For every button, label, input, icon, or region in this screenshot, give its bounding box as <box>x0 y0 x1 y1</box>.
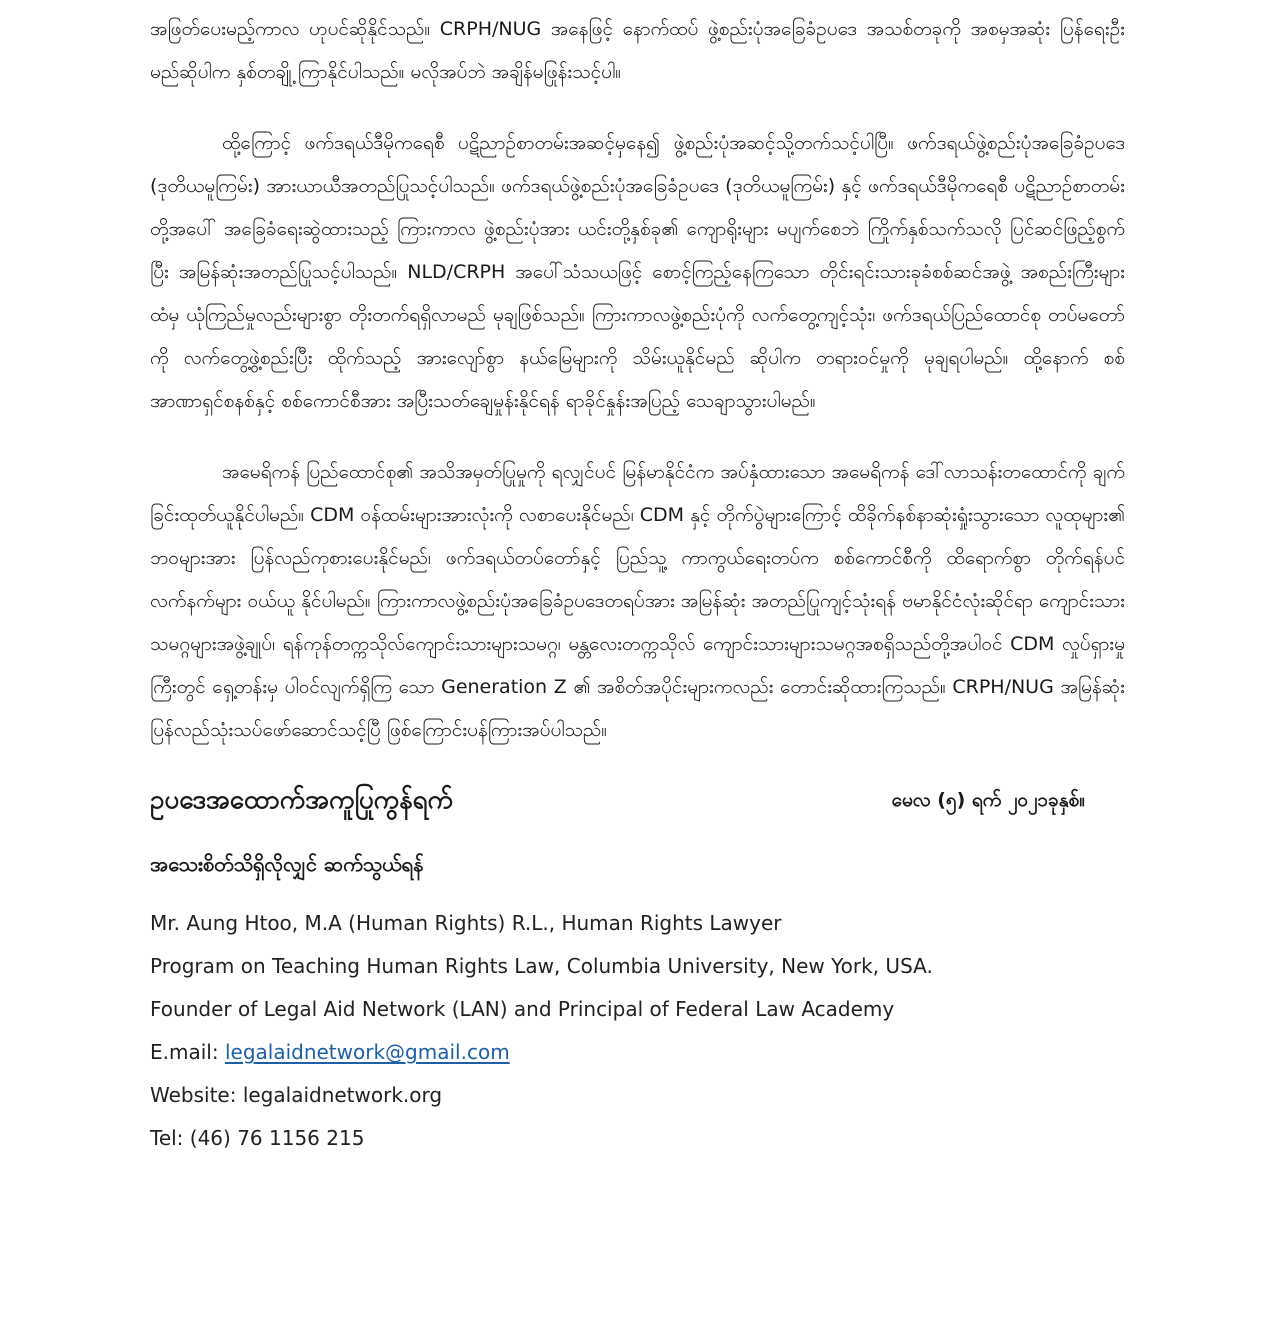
paragraph-2: ထို့ကြောင့် ဖက်ဒရယ်ဒီမိုကရေစီ ပဋိညာဉ်စာတမ်းအဆင့်မှနေ၍ ဖွဲ့စည်းပုံအဆင့်သို့တက်သင့်ပါပြီ။ ဖက်ဒရယ်ဖွဲ့စည်းပုံအခြေခံဥပဒေ (ဒုတိယမူကြမ်း) အားယာယီအတည်ပြုသင့်ပါသည်။ ဖက်ဒရယ်ဖွဲ့စည်းပုံအခြေခံဥပဒေ (ဒုတိယမူကြမ်း) နှင့် ဖက်ဒရယ်ဒီမိုကရေစီ ပဋိညာဉ်စာတမ်းတို့အပေါ် အခြေခံရေးဆွဲထားသည့် ကြားကာလ ဖွဲ့စည်းပုံအား ယင်းတို့နှစ်ခု၏ ကျောရိုးများ မပျက်စေဘဲ ကြိုက်နှစ်သက်သလို ပြင်ဆင်ဖြည့်စွက်ပြီး အမြန်ဆုံးအတည်ပြုသင့်ပါသည်။ NLD/CRPH အပေါ်သံသယဖြင့် စောင့်ကြည့်နေကြသော တိုင်းရင်းသားခုခံစစ်ဆင်အဖွဲ့ အစည်းကြီးများထံမှ ယုံကြည်မှုလည်းများစွာ တိုးတက်ရရှိလာမည် မုချဖြစ်သည်။ ကြားကာလဖွဲ့စည်းပုံကို လက်တွေ့ကျင့်သုံး၊ ဖက်ဒရယ်ပြည်ထောင်စု တပ်မတော်ကို လက်တွေ့ဖွဲ့စည်းပြီး ထိုက်သည့် အားလျော်စွာ နယ်မြေများကို သိမ်းယူနိုင်မည် ဆိုပါက တရားဝင်မှုကို မုချရပါမည်။ ထို့နောက် စစ်အာဏာရှင်စနစ်နှင့် စစ်ကောင်စီအား အပြီးသတ်ချေမှုန်းနိုင်ရန် ရာခိုင်နှုန်းအပြည့် သေချာသွားပါမည်။ <box>150 132 1125 412</box>
document-page <box>150 0 1125 1160</box>
email-link[interactable]: legalaidnetwork@gmail.com <box>224 1040 510 1064</box>
contact-email-row <box>150 1031 1125 1074</box>
contact-block <box>150 902 1125 1160</box>
contact-tel: Tel: (46) 76 1156 215 <box>150 1126 365 1150</box>
contact-heading: အသေးစိတ်သိရှိလိုလျှင် ဆက်သွယ်ရန် <box>150 852 424 876</box>
organization-title: ဥပဒေအထောက်အကူပြုကွန်ရက် <box>150 785 453 815</box>
contact-name: Mr. Aung Htoo, M.A (Human Rights) R.L., Human Rights Lawyer <box>150 911 782 935</box>
contact-website: Website: legalaidnetwork.org <box>150 1083 443 1107</box>
email-label: E.mail: <box>150 1040 225 1064</box>
document-date: မေလ (၅) ရက် ၂၀၂၁ခုနှစ်။ <box>891 789 1085 811</box>
paragraph-3: အမေရိကန် ပြည်ထောင်စု၏ အသိအမှတ်ပြုမှုကို ရလျှင်ပင် မြန်မာနိုင်ငံက အပ်နှံထားသော အမေရိကန် ဒေါ်လာသန်းတထောင်ကို ချက်ခြင်းထုတ်ယူနိုင်ပါမည်။ CDM ဝန်ထမ်းများအားလုံးကို လစာပေးနိုင်မည်၊ CDM နှင့် တိုက်ပွဲများကြောင့် ထိခိုက်နစ်နာဆုံးရှုံးသွားသော လူထုများ၏ ဘဝများအား ပြန်လည်ကုစားပေးနိုင်မည်၊ ဖက်ဒရယ်တပ်တော်နှင့် ပြည်သူ့ ကာကွယ်ရေးတပ်က စစ်ကောင်စီကို ထိရောက်စွာ တိုက်ရန်ပင် လက်နက်များ ဝယ်ယူ နိုင်ပါမည်။ ကြားကာလဖွဲ့စည်းပုံအခြေခံဥပဒေတရပ်အား အမြန်ဆုံး အတည်ပြုကျင့်သုံးရန် ဗမာနိုင်ငံလုံးဆိုင်ရာ ကျောင်းသားသမဂ္ဂများအဖွဲ့ချုပ်၊ ရန်ကုန်တက္ကသိုလ်ကျောင်းသားများသမဂ္ဂ၊ မန္တလေးတက္ကသိုလ် ကျောင်းသားများသမဂ္ဂအစရှိသည်တို့အပါဝင် CDM လှုပ်ရှားမှုကြီးတွင် ရှေ့တန်းမှ ပါဝင်လျက်ရှိကြ သော Generation Z ၏ အစိတ်အပိုင်းများကလည်း တောင်းဆိုထားကြသည်။ CRPH/NUG အမြန်ဆုံးပြန်လည်သုံးသပ်ဖော်ဆောင်သင့်ပြီ ဖြစ်ကြောင်းပန်ကြားအပ်ပါသည်။ <box>150 461 1125 741</box>
contact-program: Program on Teaching Human Rights Law, Columbia University, New York, USA. <box>150 954 933 978</box>
contact-founder: Founder of Legal Aid Network (LAN) and Principal of Federal Law Academy <box>150 997 895 1021</box>
signature-heading-row <box>150 778 1125 826</box>
paragraph-1: အဖြတ်ပေးမည့်ကာလ ဟုပင်ဆိုနိုင်သည်။ CRPH/NUG အနေဖြင့် နောက်ထပ် ဖွဲ့စည်းပုံအခြေခံဥပဒေ အသစ်တခုကို အစမှအဆုံး ပြန်ရေးဦးမည်ဆိုပါက နှစ်တချို့ ကြာနိုင်ပါသည်။ မလိုအပ်ဘဲ အချိန်မဖြုန်းသင့်ပါ။ <box>150 18 1125 83</box>
